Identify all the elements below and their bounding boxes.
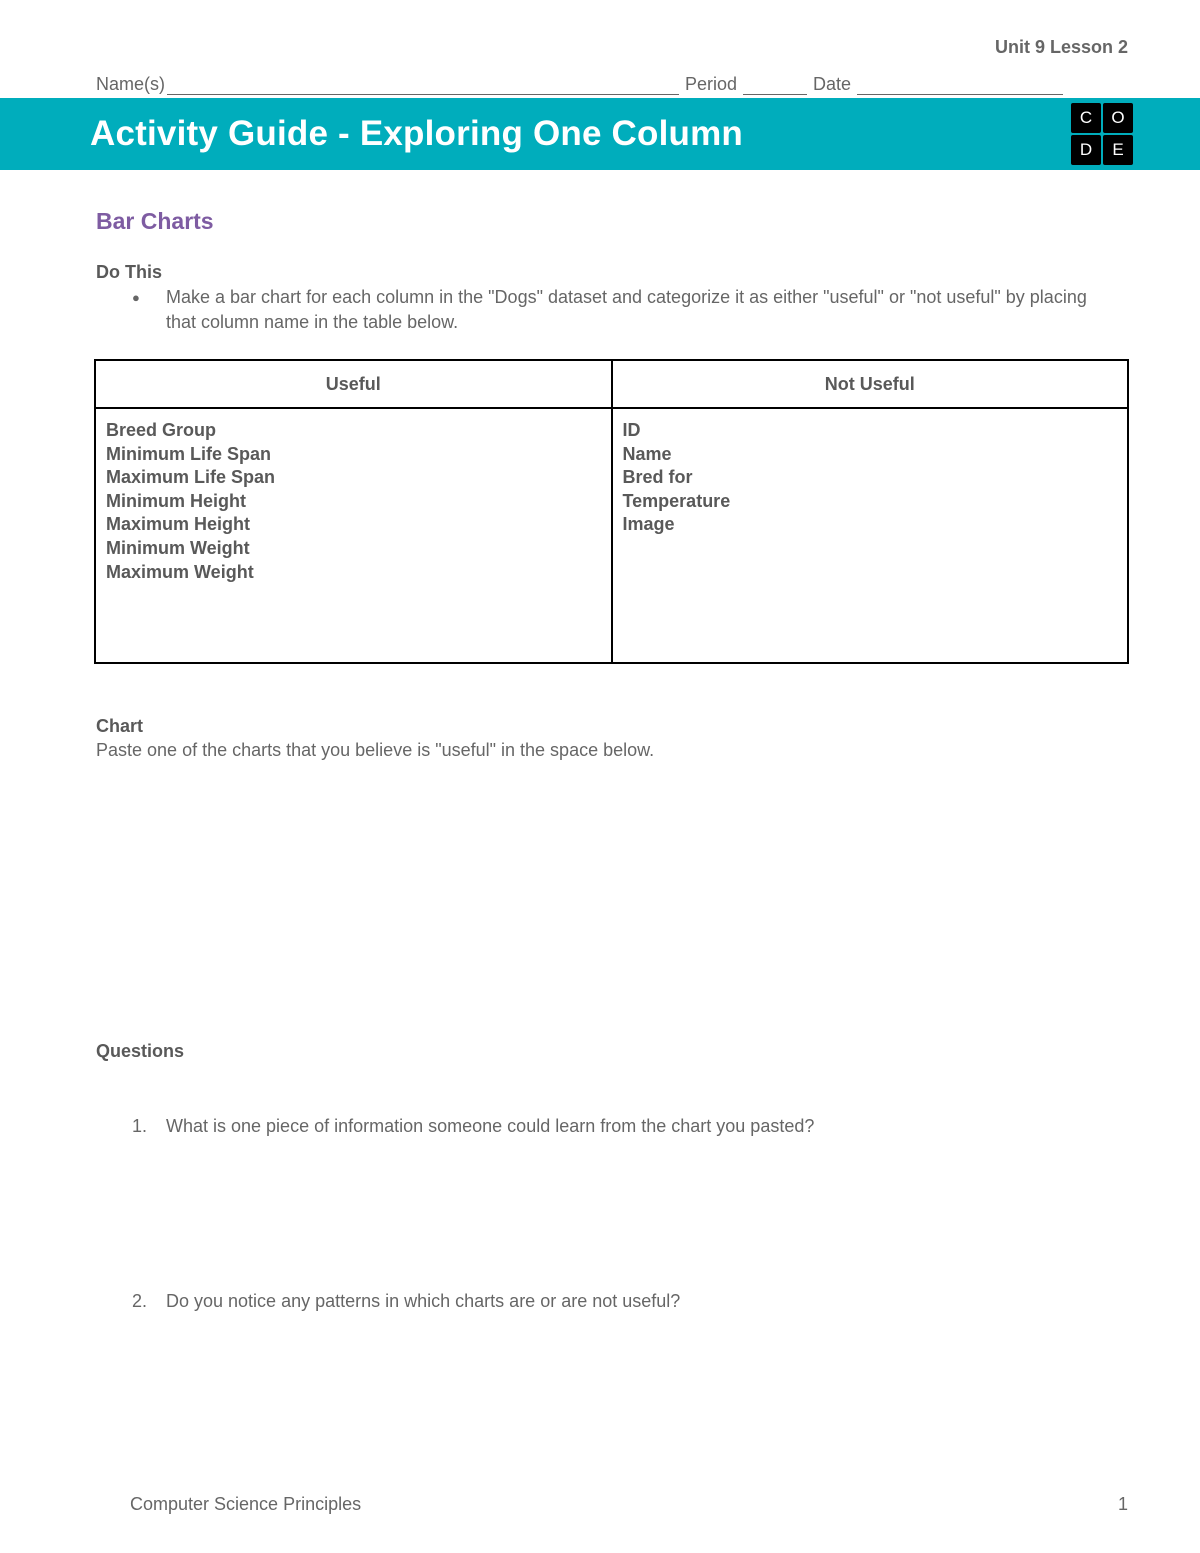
page-title: Activity Guide - Exploring One Column: [90, 114, 744, 153]
list-item: Maximum Weight: [106, 561, 254, 582]
unit-lesson-label: Unit 9 Lesson 2: [994, 37, 1128, 57]
bullet-icon: ●: [132, 290, 140, 305]
question-text: Do you notice any patterns in which charts are or are not useful?: [166, 1291, 681, 1311]
question-number: 1.: [132, 1116, 148, 1136]
logo-letter-o: O: [1103, 103, 1133, 133]
list-item: Name: [622, 443, 672, 464]
useful-cell[interactable]: [95, 408, 612, 663]
list-item: Minimum Height: [106, 490, 246, 511]
useful-header: Useful: [95, 360, 612, 408]
questions-label: Questions: [96, 1041, 185, 1061]
not-useful-cell[interactable]: [612, 408, 1129, 663]
name-blank[interactable]: [167, 76, 679, 95]
title-banner: [0, 98, 1200, 170]
question-item: [132, 1116, 814, 1137]
not-useful-header: Not Useful: [612, 360, 1129, 408]
logo-letter-e: E: [1103, 135, 1133, 165]
logo-letter-c: C: [1071, 103, 1101, 133]
chart-instruction: Paste one of the charts that you believe is "useful" in the space below.: [96, 740, 655, 760]
logo-letter-d: D: [1071, 135, 1101, 165]
list-item: Minimum Weight: [106, 537, 250, 558]
footer-course: Computer Science Principles: [130, 1494, 362, 1514]
code-logo: [1071, 103, 1133, 165]
list-item: Breed Group: [106, 420, 217, 440]
chart-label: Chart: [96, 716, 144, 736]
section-title: Bar Charts: [96, 208, 214, 234]
list-item: Maximum Height: [106, 514, 251, 535]
page-number: 1: [1117, 1494, 1128, 1514]
period-label: Period: [685, 74, 738, 94]
list-item: Maximum Life Span: [106, 467, 276, 488]
useful-table: [94, 359, 1129, 664]
question-number: 2.: [132, 1291, 148, 1311]
name-label: Name(s): [96, 74, 166, 94]
list-item: Minimum Life Span: [106, 443, 272, 464]
date-blank[interactable]: [857, 76, 1063, 95]
do-this-text: Make a bar chart for each column in the "Dogs" dataset and categorize it as either "useful" or "not useful" by placing that column name in the table below.: [166, 287, 1087, 332]
name-period-date-line: [96, 74, 1076, 95]
date-label: Date: [813, 74, 852, 94]
list-item: Temperature: [622, 490, 731, 511]
do-this-label: Do This: [96, 262, 162, 282]
do-this-bullet: [132, 285, 1112, 335]
list-item: Bred for: [622, 467, 693, 488]
question-item: [132, 1291, 680, 1312]
list-item: Image: [622, 514, 675, 535]
list-item: ID: [622, 420, 641, 440]
question-text: What is one piece of information someone could learn from the chart you pasted?: [166, 1116, 815, 1136]
period-blank[interactable]: [743, 76, 807, 95]
